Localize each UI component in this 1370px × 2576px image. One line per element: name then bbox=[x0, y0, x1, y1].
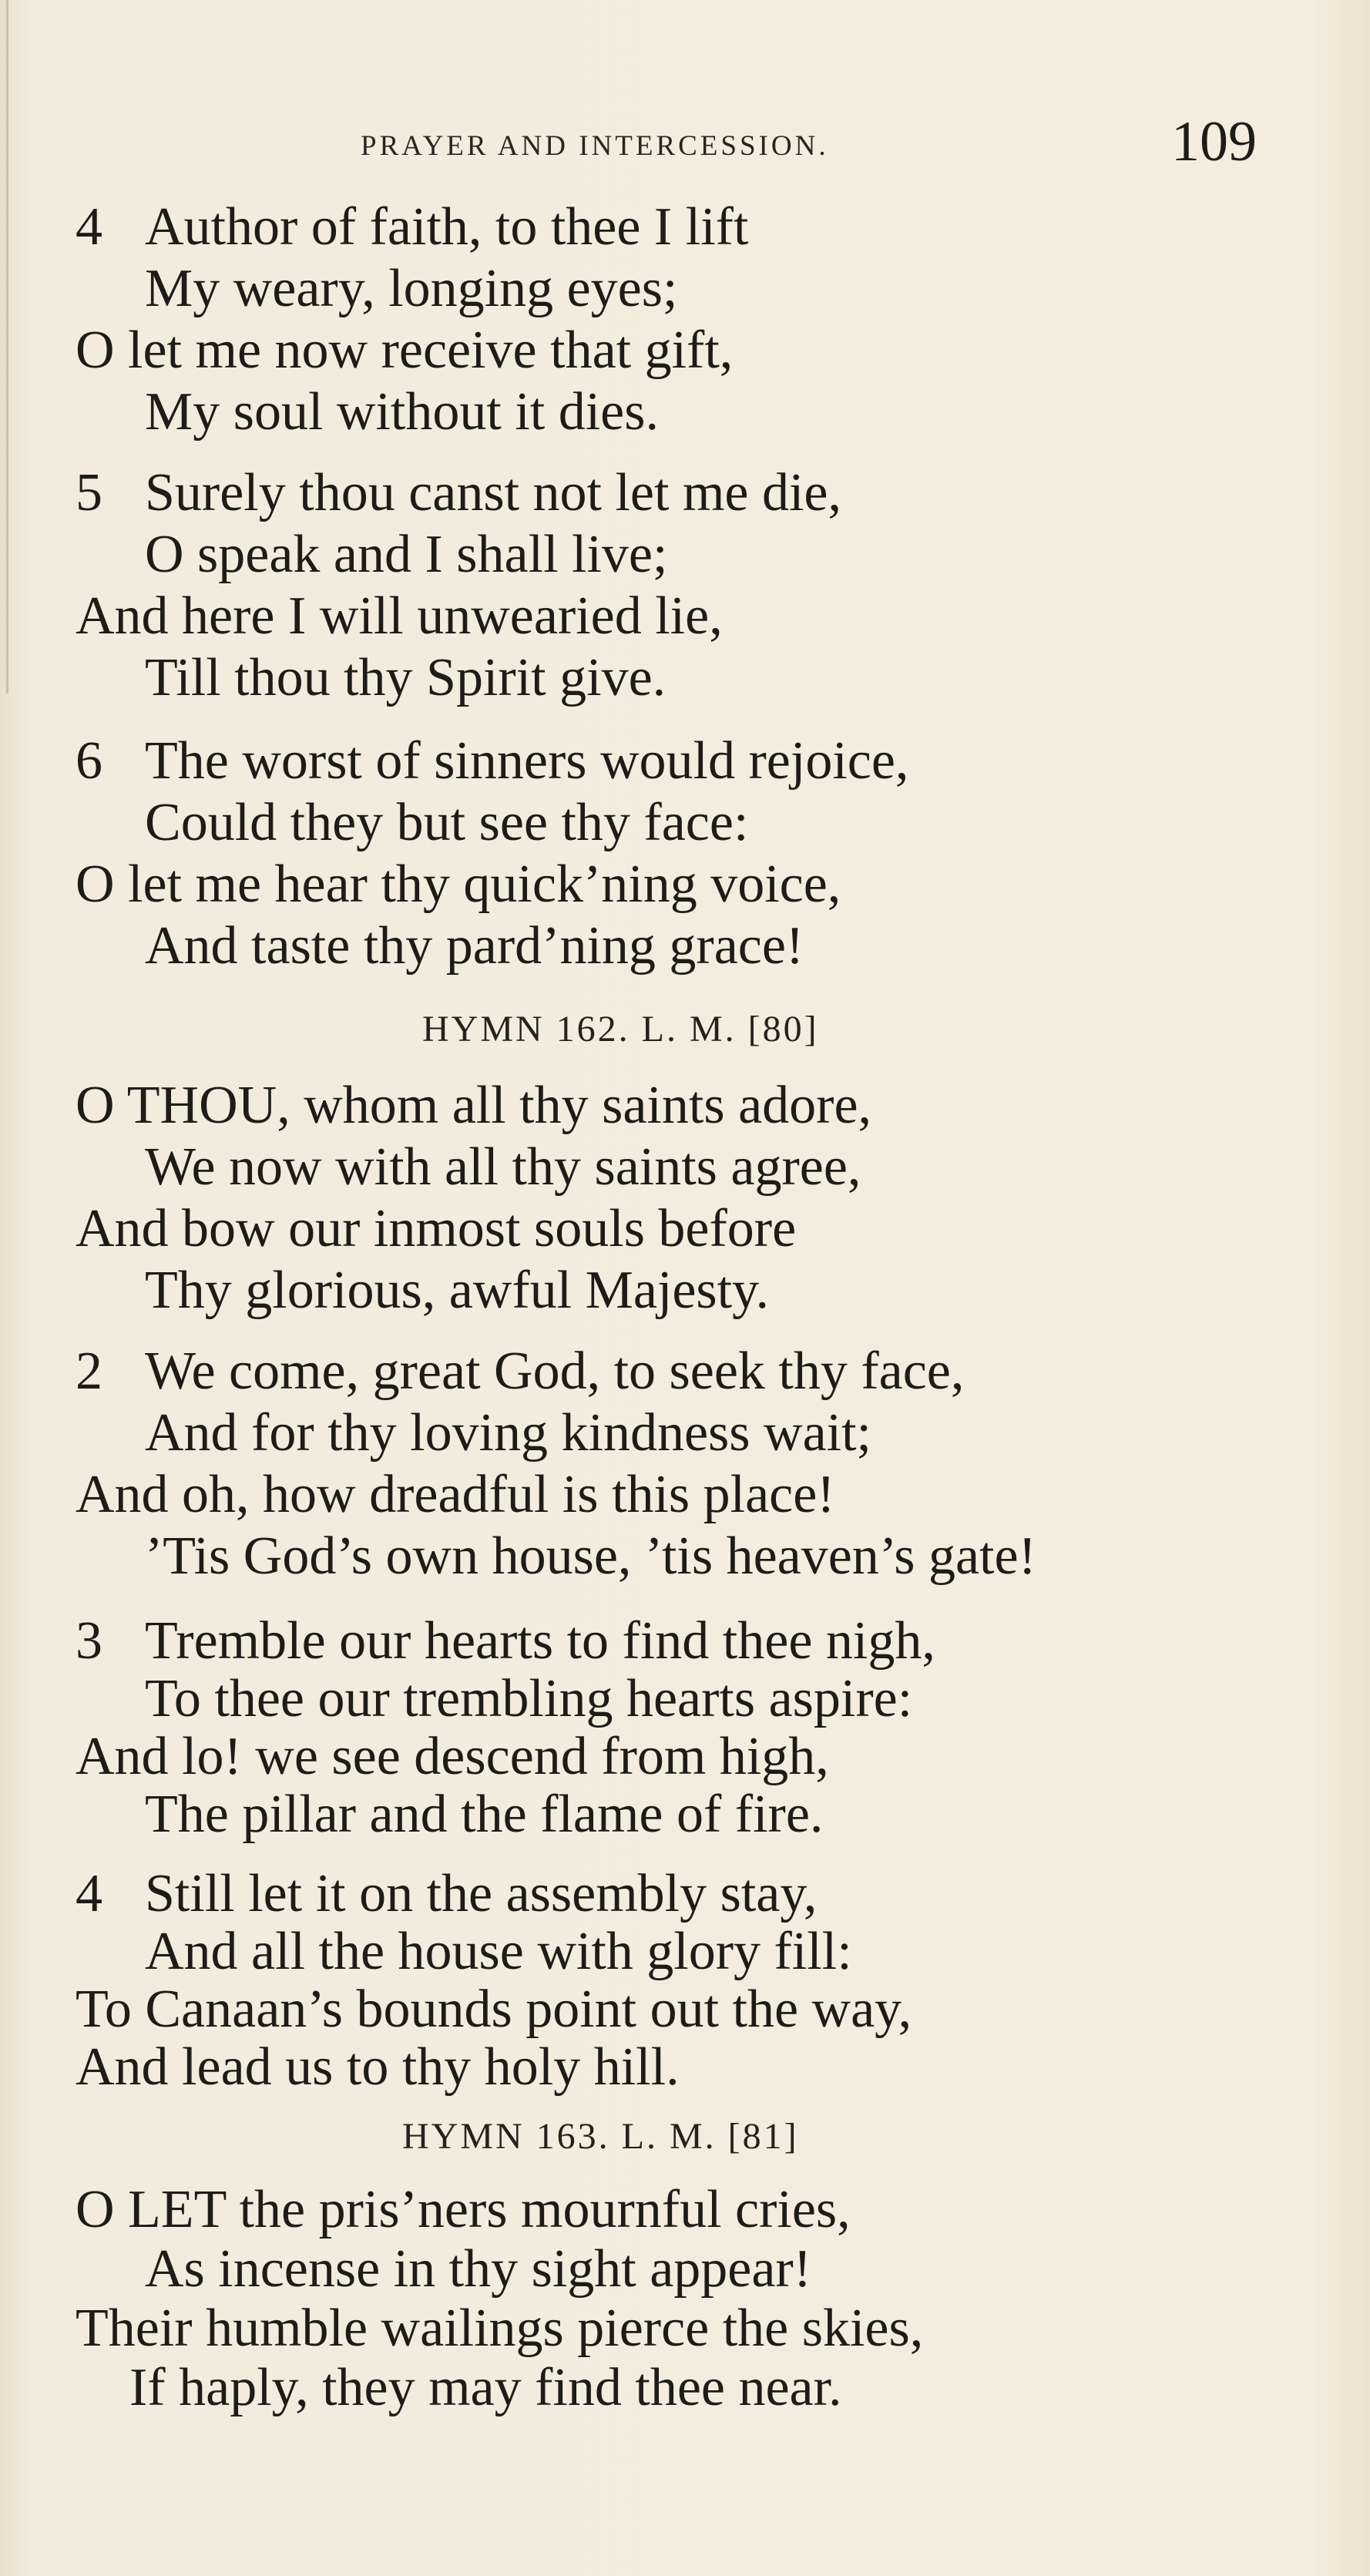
verse-line: Could they but see thy face: bbox=[145, 793, 749, 852]
verse-line: Thy glorious, awful Majesty. bbox=[145, 1261, 770, 1320]
stanza-number: 6 bbox=[76, 731, 102, 791]
verse-line: Tremble our hearts to find thee nigh, bbox=[145, 1611, 935, 1671]
stanza-number: 4 bbox=[76, 1864, 102, 1923]
hymn-162-heading: HYMN 162. L. M. [80] bbox=[422, 1009, 819, 1050]
verse-line: And lo! we see descend from high, bbox=[76, 1727, 829, 1786]
verse-line: We come, great God, to seek thy face, bbox=[145, 1342, 965, 1401]
verse-line: O let me hear thy quick’ning voice, bbox=[76, 855, 841, 914]
verse-line: Still let it on the assembly stay, bbox=[145, 1864, 818, 1923]
stanza-number: 5 bbox=[76, 463, 102, 522]
stanza-number: 4 bbox=[76, 197, 102, 257]
verse-line: To Canaan’s bounds point out the way, bbox=[76, 1980, 912, 2039]
stanza-number: 3 bbox=[76, 1611, 102, 1671]
running-head: PRAYER AND INTERCESSION. bbox=[361, 130, 829, 162]
verse-line: And for thy loving kindness wait; bbox=[145, 1403, 871, 1463]
stanza-number: 2 bbox=[76, 1342, 102, 1401]
verse-line: The worst of sinners would rejoice, bbox=[145, 731, 909, 791]
verse-line: ’Tis God’s own house, ’tis heaven’s gate! bbox=[145, 1526, 1036, 1586]
verse-line: My weary, longing eyes; bbox=[145, 259, 678, 318]
verse-line: My soul without it dies. bbox=[145, 382, 659, 442]
verse-line: Till thou thy Spirit give. bbox=[145, 648, 667, 707]
verse-line: The pillar and the flame of fire. bbox=[145, 1785, 824, 1844]
verse-line: And all the house with glory fill: bbox=[145, 1922, 852, 1981]
verse-line: Their humble wailings pierce the skies, bbox=[76, 2299, 924, 2358]
verse-line: We now with all thy saints agree, bbox=[145, 1137, 861, 1197]
verse-line: O THOU, whom all thy saints adore, bbox=[76, 1076, 872, 1135]
verse-line: To thee our trembling hearts aspire: bbox=[145, 1669, 913, 1728]
verse-line: O let me now receive that gift, bbox=[76, 321, 734, 380]
page-spine-edge bbox=[6, 0, 8, 694]
verse-line: O LET the pris’ners mournful cries, bbox=[76, 2180, 851, 2239]
verse-line: And here I will unwearied lie, bbox=[76, 586, 723, 646]
verse-line: Author of faith, to thee I lift bbox=[145, 197, 749, 257]
page-number: 109 bbox=[1171, 110, 1257, 173]
verse-line: O speak and I shall live; bbox=[145, 525, 668, 584]
verse-line: Surely thou canst not let me die, bbox=[145, 463, 841, 522]
verse-line: As incense in thy sight appear! bbox=[145, 2239, 812, 2299]
verse-line: If haply, they may find thee near. bbox=[129, 2358, 842, 2417]
page-header bbox=[0, 110, 1370, 177]
verse-line: And taste thy pard’ning grace! bbox=[145, 916, 804, 976]
hymn-163-heading: HYMN 163. L. M. [81] bbox=[402, 2116, 799, 2157]
verse-line: And oh, how dreadful is this place! bbox=[76, 1465, 835, 1524]
verse-line: And lead us to thy holy hill. bbox=[76, 2037, 680, 2097]
verse-line: And bow our inmost souls before bbox=[76, 1199, 797, 1258]
